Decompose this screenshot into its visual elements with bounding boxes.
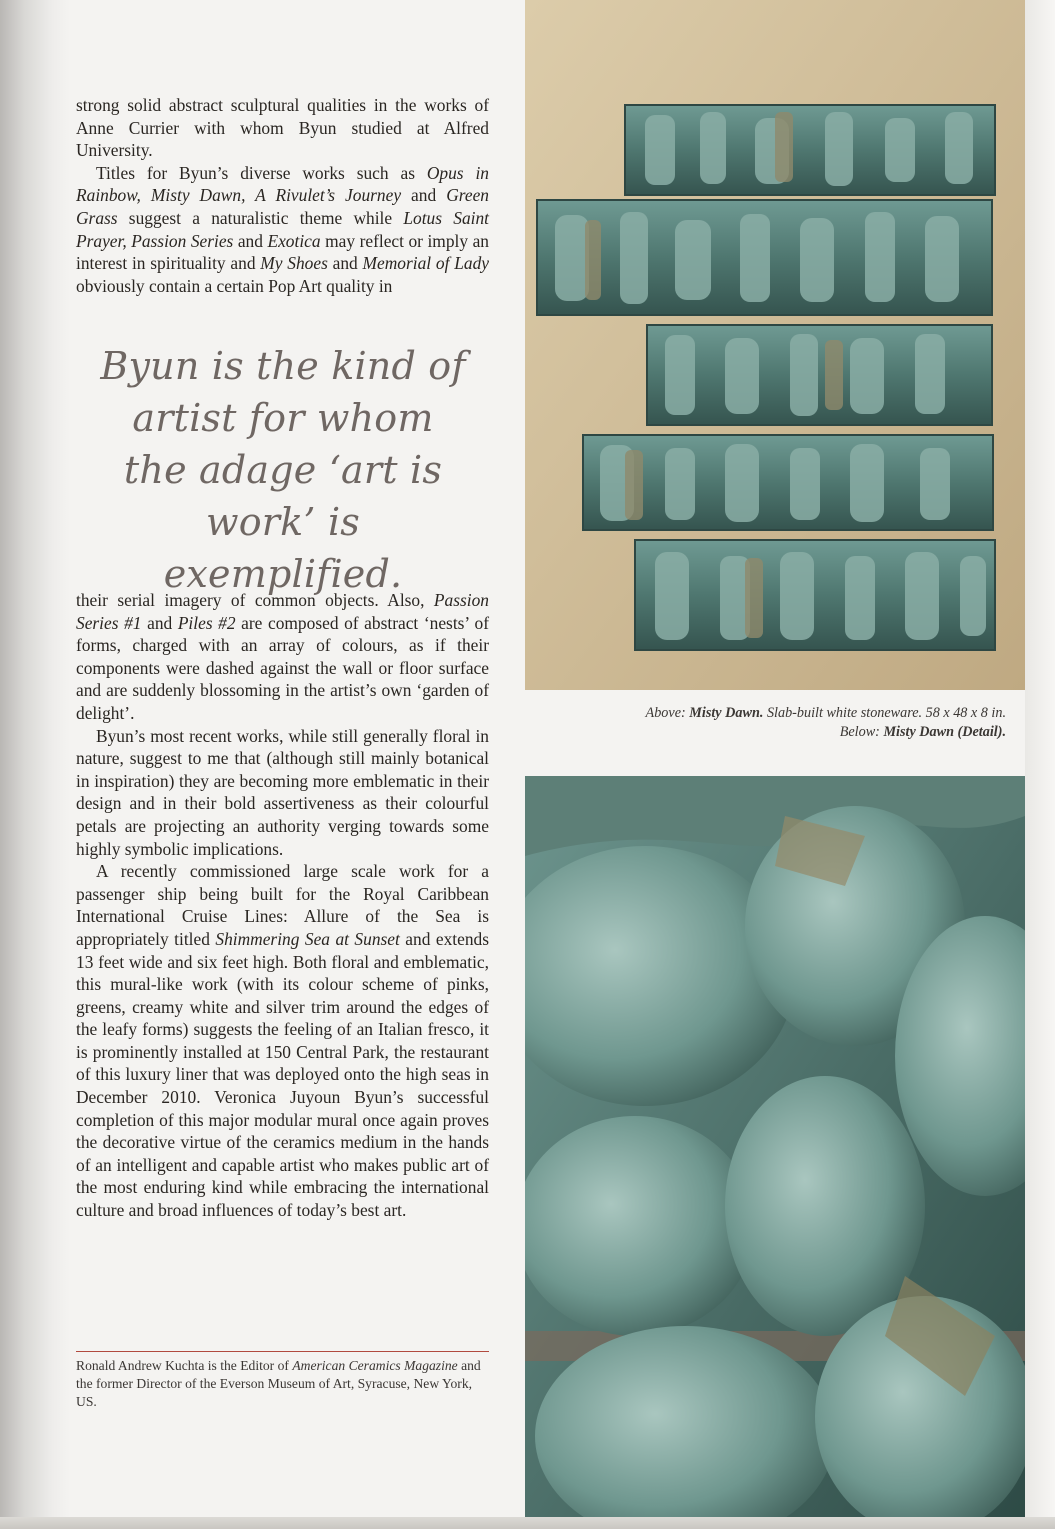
- text-run: are composed of abstract ‘nests’ of forms, charged with an array of colours, as if their components were dashed against the wall or floor surface and are suddenly blossoming in the artist’s own ‘garden of delight’.: [76, 612, 490, 723]
- sculpture-detail-illustration: [525, 776, 1025, 1529]
- italic-title-run: Opus in Rainbow, Misty Dawn, A Rivulet’s Journey: [76, 162, 489, 206]
- paragraph-5: [76, 860, 489, 1222]
- text-run: and: [401, 185, 447, 206]
- artwork-photo-misty-dawn: [525, 0, 1025, 690]
- italic-title-run: My Shoes: [260, 253, 328, 274]
- article-column-bottom: [76, 589, 489, 1222]
- text-run: and the former Director of the Everson Museum of Art, Syracuse, New York, US.: [76, 1358, 481, 1409]
- italic-title-run: Green Grass: [76, 185, 490, 228]
- bio-divider: [76, 1351, 489, 1352]
- paragraph-1: strong solid abstract sculptural qualities in the works of Anne Currier with whom Byun studied at Alfred University.: [76, 95, 489, 161]
- page-bottom-shadow: [0, 1517, 1055, 1529]
- text-run: Ronald Andrew Kuchta is the Editor of: [76, 1358, 293, 1373]
- text-run: their serial imagery of common objects. Also,: [76, 590, 434, 610]
- text-run: suggest a naturalistic theme while: [117, 207, 404, 228]
- caption-above-prefix: Above:: [645, 705, 690, 721]
- text-run: and extends 13 feet wide and six feet high. Both floral and emblematic, this mural-like work (with its colour scheme of pinks, greens, creamy white and silver trim around the edges of the leafy forms) suggests the feeling of an Italian fresco, it is prominently installed at 150 Central Park, the restaurant of this luxury liner that was deployed onto the high seas in December 2010. Veronica Juyoun Byun’s successful completion of this major modular mural once again proves the decorative virtue of the ceramics medium in the hands of an intelligent and capable artist who makes public art of the most enduring kind while embracing the international culture and broad influences of today’s best art.: [76, 928, 489, 1221]
- text-run: and: [141, 612, 178, 633]
- photo-caption: [525, 704, 1006, 742]
- text-run: may reflect or imply an interest in spirituality and: [76, 230, 489, 274]
- author-bio: [76, 1357, 489, 1410]
- caption-above-title: Misty Dawn.: [689, 705, 764, 721]
- book-spine-shadow: [0, 0, 70, 1529]
- paragraph-3: [76, 589, 489, 725]
- italic-title-run: Lotus Saint Prayer, Passion Series: [76, 207, 490, 251]
- italic-title-run: Exotica: [267, 230, 321, 251]
- text-run: A recently commissioned large scale work for a passenger ship being built for the Royal Caribbean International Cruise Lines: Allure of the Sea is appropriately titled: [76, 861, 489, 949]
- paragraph-4: Byun’s most recent works, while still generally floral in nature, suggest to me that (although still mainly botanical in inspiration) they are becoming more emblematic in their design and in their bold assertiveness as their colourful petals are projecting an authority verging towards some highly symbolic implications.: [76, 725, 489, 859]
- page-edge: [1025, 0, 1055, 1529]
- italic-title-run: Memorial of Lady: [362, 253, 489, 274]
- italic-title-run: Shimmering Sea at Sunset: [215, 928, 400, 949]
- caption-line-above: [525, 704, 1006, 723]
- caption-below-title: Misty Dawn (Detail).: [883, 724, 1006, 740]
- sculpture-illustration: [525, 0, 1025, 690]
- italic-title-run: Passion Series #1: [76, 590, 489, 633]
- caption-below-prefix: Below:: [839, 724, 884, 740]
- caption-line-below: [525, 723, 1006, 742]
- italic-title-run: American Ceramics Magazine: [292, 1358, 458, 1373]
- text-run: and: [233, 230, 268, 251]
- text-run: and: [327, 253, 363, 274]
- artwork-photo-detail: [525, 776, 1025, 1529]
- text-run: obviously contain a certain Pop Art quality in: [76, 275, 393, 296]
- paragraph-2: [76, 162, 489, 298]
- text-run: Titles for Byun’s diverse works such as: [96, 162, 427, 183]
- pull-quote: Byun is the kind of artist for whom the adage ‘art is work’ is exemplified.: [100, 344, 466, 596]
- article-column-top: [76, 94, 489, 297]
- caption-above-details: Slab-built white stoneware. 58 x 48 x 8 in.: [763, 705, 1006, 721]
- italic-title-run: Piles #2: [177, 612, 236, 633]
